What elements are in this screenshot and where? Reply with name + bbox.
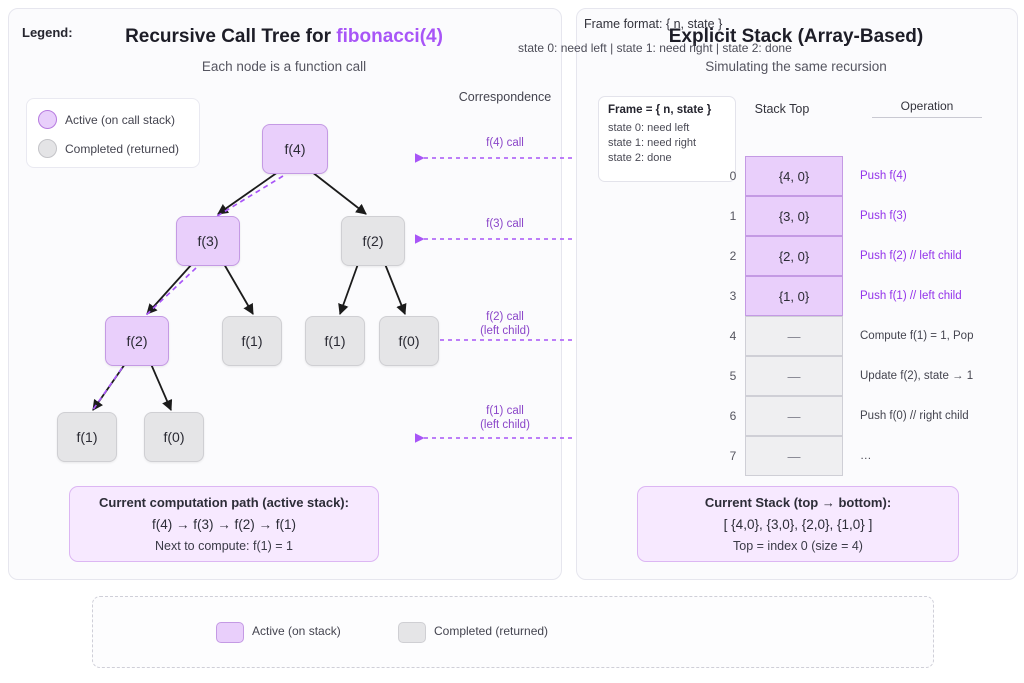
computation-path-chain: f(4) → f(3) → f(2) → f(1) — [151, 517, 296, 532]
right-panel-title: Explicit Stack (Array-Based) — [668, 26, 924, 47]
stack-operation-5: Update f(2), state → 1 — [860, 370, 974, 382]
correspondence-label-0-line1: f(4) call — [486, 137, 524, 149]
tree-node-f1-a[interactable]: f(1) — [222, 316, 282, 366]
bottom-legend-title: Legend: — [22, 25, 73, 40]
tree-node-f2-left[interactable]: f(2) — [105, 316, 169, 366]
stack-operation-4: Compute f(1) = 1, Pop — [860, 330, 974, 342]
frame-state-2: state 2: done — [608, 152, 672, 164]
tree-legend-completed — [38, 139, 179, 158]
stack-index-3: 3 — [729, 289, 737, 303]
tree-legend-active-label: Active (on call stack) — [65, 112, 176, 127]
correspondence-label-1-line1: f(3) call — [486, 218, 524, 230]
tree-node-f3[interactable]: f(3) — [176, 216, 240, 266]
stack-operation-0: Push f(4) — [860, 170, 907, 182]
stack-cell-0[interactable]: {4, 0} — [745, 156, 843, 196]
current-stack-box — [637, 486, 959, 562]
stack-cell-4[interactable]: — — [745, 316, 843, 356]
correspondence-title: Correspondence — [458, 90, 552, 104]
bottom-legend-completed-label: Completed (returned) — [434, 624, 549, 638]
bottom-legend-completed-swatch-icon — [398, 622, 426, 643]
active-node-swatch-icon — [38, 110, 57, 129]
correspondence-label-1 — [430, 217, 580, 231]
left-panel-title — [8, 26, 560, 48]
current-stack-top-info: Top = index 0 (size = 4) — [733, 539, 863, 553]
left-panel-title-function: fibonacci(4) — [336, 26, 443, 47]
left-panel-title-prefix: Recursive Call Tree for — [125, 26, 337, 47]
correspondence-label-2-line2: (left child) — [480, 325, 530, 337]
stack-operation-3: Push f(1) // left child — [860, 290, 962, 302]
bottom-legend-active-label: Active (on stack) — [252, 624, 341, 638]
correspondence-label-2-line1: f(2) call — [486, 311, 524, 323]
tree-legend-active — [38, 110, 175, 129]
stack-cell-3[interactable]: {1, 0} — [745, 276, 843, 316]
stack-index-5: 5 — [729, 369, 737, 383]
tree-node-f2-right[interactable]: f(2) — [341, 216, 405, 266]
bottom-legend-frame-format: Frame format: { n, state } — [584, 17, 723, 31]
computation-path-title: Current computation path (active stack): — [99, 495, 349, 510]
correspondence-label-3-line2: (left child) — [480, 419, 530, 431]
tree-node-f1-b[interactable]: f(1) — [305, 316, 365, 366]
correspondence-label-3 — [430, 404, 580, 432]
frame-format-box — [598, 96, 736, 182]
tree-node-f4[interactable]: f(4) — [262, 124, 328, 174]
stack-index-1: 1 — [729, 209, 737, 223]
right-panel-subtitle: Simulating the same recursion — [705, 59, 887, 74]
current-stack-title: Current Stack (top → bottom): — [704, 495, 892, 510]
operation-column-header: Operation — [872, 99, 982, 118]
stack-cell-5[interactable]: — — [745, 356, 843, 396]
bottom-legend-states: state 0: need left | state 1: need right | state 2: done — [518, 41, 792, 55]
current-computation-path-box — [69, 486, 379, 562]
stack-cell-1[interactable]: {3, 0} — [745, 196, 843, 236]
stack-cell-6[interactable]: — — [745, 396, 843, 436]
current-stack-contents: [ {4,0}, {3,0}, {2,0}, {1,0} ] — [723, 517, 873, 532]
stack-operation-7: … — [860, 450, 872, 462]
correspondence-label-0 — [430, 136, 580, 150]
stack-cell-2[interactable]: {2, 0} — [745, 236, 843, 276]
left-panel-subtitle: Each node is a function call — [201, 59, 367, 74]
stack-index-2: 2 — [729, 249, 737, 263]
tree-node-f1-c[interactable]: f(1) — [57, 412, 117, 462]
stack-top-label: Stack Top — [754, 102, 810, 116]
stack-operation-2: Push f(2) // left child — [860, 250, 962, 262]
frame-state-1: state 1: need right — [608, 137, 697, 149]
frame-state-0: state 0: need left — [608, 122, 690, 134]
tree-legend-completed-label: Completed (returned) — [65, 141, 180, 156]
computation-path-next: Next to compute: f(1) = 1 — [155, 539, 293, 553]
correspondence-label-2 — [430, 310, 580, 338]
bottom-legend-active-swatch-icon — [216, 622, 244, 643]
frame-format-title: Frame = { n, state } — [608, 104, 712, 116]
stack-index-4: 4 — [729, 329, 737, 343]
tree-node-f0-b[interactable]: f(0) — [144, 412, 204, 462]
correspondence-label-3-line1: f(1) call — [486, 405, 524, 417]
tree-node-f0-a[interactable]: f(0) — [379, 316, 439, 366]
stack-operation-6: Push f(0) // right child — [860, 410, 969, 422]
stack-index-7: 7 — [729, 449, 737, 463]
stack-cell-7[interactable]: — — [745, 436, 843, 476]
stack-operation-1: Push f(3) — [860, 210, 907, 222]
stack-index-6: 6 — [729, 409, 737, 423]
stack-index-0: 0 — [729, 169, 737, 183]
completed-node-swatch-icon — [38, 139, 57, 158]
